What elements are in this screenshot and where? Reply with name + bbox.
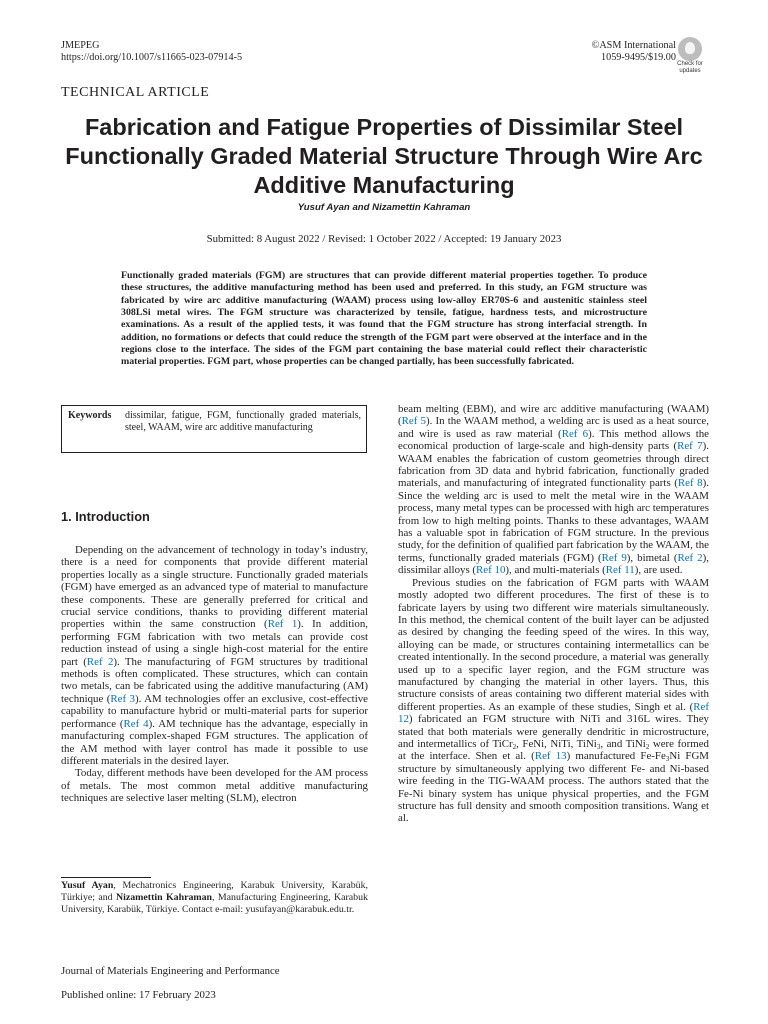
published-date: Published online: 17 February 2023 (61, 989, 216, 1001)
running-header-right (592, 40, 676, 64)
citation-link[interactable]: Ref 9 (601, 551, 627, 564)
journal-code: JMEPEG (61, 40, 100, 51)
publisher: ©ASM International (591, 40, 676, 51)
citation-link[interactable]: Ref 10 (476, 564, 506, 577)
citation-link[interactable]: Ref 12 (398, 700, 709, 726)
price: 1059-9495/$19.00 (601, 52, 676, 63)
citation-link[interactable]: Ref 7 (677, 440, 703, 453)
article-type: TECHNICAL ARTICLE (61, 85, 210, 100)
keywords-label: Keywords (68, 410, 112, 421)
author-affiliations: Yusuf Ayan, Mechatronics Engineering, Karabuk University, Karabük, Türkiye; and Nizamettin Kahraman, Manufacturing Engineering, Karabuk University, Karabük, Türkiye. Contact e-mail: yusufayan@karabuk.edu.tr. (61, 880, 368, 916)
doi-link[interactable]: https://doi.org/10.1007/s11665-023-07914-5 (61, 52, 243, 63)
check-for-updates-badge[interactable] (672, 37, 708, 74)
citation-link[interactable]: Ref 11 (605, 564, 635, 577)
citation-link[interactable]: Ref 1 (267, 618, 298, 631)
authors: Yusuf Ayan and Nizamettin Kahraman (297, 202, 471, 213)
right-column (398, 403, 709, 825)
citation-link[interactable]: Ref 2 (677, 551, 703, 564)
keywords-text: dissimilar, fatigue, FGM, functionally graded materials, steel, WAAM, wire arc additive manufacturing (125, 410, 361, 433)
badge-line2: updates (679, 67, 701, 74)
submission-dates: Submitted: 8 August 2022 / Revised: 1 October 2022 / Accepted: 19 January 2023 (206, 233, 562, 245)
footnote-rule (61, 877, 151, 878)
paragraph: beam melting (EBM), and wire arc additive manufacturing (WAAM) (Ref 5). In the WAAM method, a welding arc is used as a heat source, and wire is used as raw material (Ref 6). This method allows the economical production of large-scale and high-density parts (Ref 7). WAAM enables the fabrication of custom geometries through direct fabrication from 3D data and hybrid fabrication, functionally graded materials, and manufacturing of integrated functionality parts (Ref 8). Since the welding arc is used to melt the metal wire in the WAAM process, many metal types can be processed with high arc temperatures from low to high melting points. Thanks to these advantages, WAAM has a valuable spot in fabrication of FGM structure. In the previous study, for the definition of qualified part fabrication by the WAAM, the terms, functionally graded materials (FGM) (Ref 9), bimetal (Ref 2), dissimilar alloys (Ref 10), and multi-materials (Ref 11), are used. (398, 403, 710, 577)
journal-name: Journal of Materials Engineering and Performance (61, 965, 280, 977)
paragraph: Previous studies on the fabrication of FGM parts with WAAM mostly adopted two different procedures. The first of these is to fabricate layers by using two different wire materials simultaneously. In this method, the chemical content of the built layer can be adjusted as desired by changing the feeding speed of the wires. In this way, alloying can be made, or structures containing intermetallics can be created intentionally. In the second procedure, a material was generally used up to a specific layer region, and the FGM structure was manufactured by changing the material in other layers. Thus, this structure consists of areas containing two different material sides with different properties. As an example of these studies, Singh et al. (Ref 12) fabricated an FGM structure with NiTi and 316L wires. They stated that both materials were generally dendritic in microstructure, and intermetallics of TiCr$_2$, FeNi, NiTi, TiNi$_3$, and TiNi$_2$ were formed at the interface. Shen et al. (Ref 13) manufactured $Fe-Fe_3Ni$ FGM structure by simultaneously applying two different Fe- and Ni-based wire feeding in the TIG-WAAM process. The authors stated that the Fe-Ni binary system has unique physical properties, and the FGM structure has full density and smooth composition transitions. Wang et al. (398, 576, 709, 825)
left-column (61, 544, 368, 805)
running-header-left (61, 40, 242, 64)
citation-link[interactable]: Ref 4 (123, 717, 149, 730)
section-heading: 1. Introduction (61, 509, 150, 524)
citation-link[interactable]: Ref 13 (534, 750, 567, 763)
citation-link[interactable]: Ref 6 (561, 427, 589, 440)
citation-link[interactable]: Ref 2 (86, 655, 114, 668)
bookmark-icon (678, 37, 702, 61)
badge-line1: Check for (677, 61, 703, 67)
keywords-box (61, 405, 367, 453)
citation-link[interactable]: Ref 5 (401, 415, 426, 428)
citation-link[interactable]: Ref 8 (677, 477, 703, 490)
abstract: Functionally graded materials (FGM) are structures that can provide different material properties together. To produce these structures, the additive manufacturing method has been used and preferred. In this study, an FGM structure was fabricated by wire arc additive manufacturing (WAAM) process using low-alloy ER70S-6 and austenitic stainless steel 308LSi metal wires. The FGM structure was characterized by tensile, fatigue, hardness tests, and microstructure examinations. As a result of the applied tests, it was found that the FGM structure has strong interfacial strength. In addition, no formations or defects that could reduce the strength of the FGM part were observed at the interface and in the regions close to the interface. The sides of the FGM part containing the base material could reflect their characteristic material properties. FGM part, whose properties can be changed partially, has been successfully fabricated. (121, 270, 647, 368)
paragraph: Today, different methods have been developed for the AM process of metals. The most common metal additive manufacturing techniques are selective laser melting (SLM), electron (61, 767, 368, 805)
citation-link[interactable]: Ref 3 (110, 692, 135, 705)
paper-title: Fabrication and Fatigue Properties of Dissimilar Steel Functionally Graded Material Structure Through Wire Arc Additive Manufacturing (65, 114, 703, 198)
paragraph: Depending on the advancement of technology in today’s industry, there is a need for components that provide different material properties locally as a single structure. Functionally graded materials (FGM) have emerged as an advanced type of material to manufacture these components. These are generally preferred for critical and crucial service conditions, thanks to providing different material properties within the same construction (Ref 1). In addition, performing FGM fabrication with two metals can provide cost reduction instead of using a single high-cost material for the entire part (Ref 2). The manufacturing of FGM structures by traditional methods is often complicated. These structures, which can contain two metals, can be fabricated using the additive manufacturing (AM) technique (Ref 3). AM technologies offer an exclusive, cost-effective capability to manufacture hybrid or multi-material parts for superior performance (Ref 4). AM technique has the advantage, especially in manufacturing complex-shaped FGM structures. The application of the AM method with layer control has made it possible to use different materials in the desired layer. (61, 544, 368, 767)
